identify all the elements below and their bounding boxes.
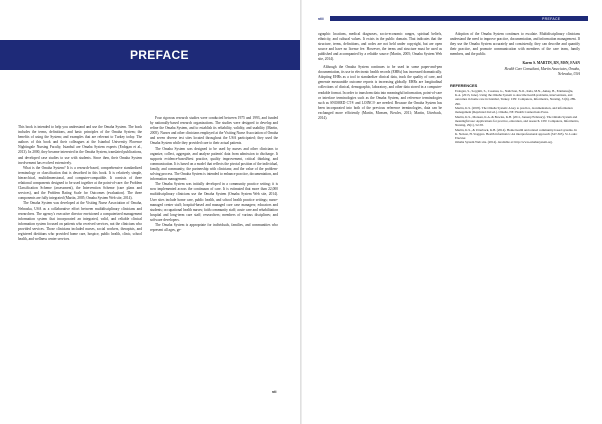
reference-item: Omaha System Web site. (2014). Available at: http://www.omahasystem.org. xyxy=(455,140,553,145)
references-heading: REFERENCES xyxy=(450,82,478,88)
right-column-2 xyxy=(450,32,580,145)
paragraph: Although the Omaha System continues to be used in some paper-and-pen documentation, its use in electronic health records (EHRs) has increased dramatically. Adopting EHRs as a tool to standardize clinical data, track the quality of care, and generate measurable outcome reports is increasing globally. EHRs are longitudinal collections of clinical, demographic, laboratory, and other data stored in a computer-readable format. In order to transform data into meaningful information, point-of-care or interface terminologies such as the Omaha System, and reference terminologies such as SNOMED CT® and LOINC® are needed. Because the Omaha System has been incorporated into both of the previous reference terminologies, data can be exchanged more efficiently (Martin, Monsen, Bowles, 2011; Martin, Utterback, 2014). xyxy=(318,65,442,120)
paragraph: The Omaha System was designed to be used by nurses and other clinicians to organize, collect, aggregate, and analyze patients' data from admission to discharge. It supports evidence-based/best practice, quality improvement, critical thinking, and communication. It is based on a model that reflects the pivotal position of the individual, family, and community; the partnership with clinicians; and the value of the problem-solving process. The Omaha System is intended to enhance practice, documentation, and information management. xyxy=(150,146,278,182)
page-number: vii xyxy=(272,389,277,394)
paragraph: Four rigorous research studies were conducted between 1975 and 1993, and funded by nationally-based research organizations. The studies were designed to develop and refine the Omaha System, and to establish its reliability, validity, and usability (Martin, 2005). Nurses and other clinicians employed at the Visiting Nurse Association of Omaha and seven diverse test sites located throughout the USA participated; they used the Omaha System while they provided care to their actual patients. xyxy=(150,116,278,146)
left-page xyxy=(0,0,300,424)
paragraph: ographic locations, medical diagnoses, socio-economic ranges, spiritual beliefs, ethnicity, and cultural values. It exists in the public domain. That indicates that the structure, terms, definitions, and codes are not held under copyright, but are open source and have no license fee. However, the terms and structure must be used as published and accompanied by a reliable source (Martin, 2005; Omaha System Web site, 2014). xyxy=(318,32,442,62)
preface-banner xyxy=(0,40,300,70)
reference-item: Martin, K.S. (2005). The Omaha System: A key to practice, documentation, and information management (Reprinted 2nd ed.). Omaha, NE: Health Connections Press. xyxy=(455,106,573,115)
signature-location: Nebraska, USA xyxy=(557,71,580,76)
reference-item: Erdogan, S., Seçginli, S., Cosansu, G., Nahcivan, N.O., Kula, M.N., Akkaş, B., Erkmenoğlu, K.A. (2013, June). Using the Omaha System to describe health problems, interventions, and outcomes in home care in Istanbul, Turkey. CIN: Computers, Informatics, Nursing, 31(6), 289-296. xyxy=(455,88,577,106)
running-head-page-number: viii xyxy=(318,16,324,21)
right-column-1 xyxy=(318,32,442,121)
paragraph: The Omaha System is appropriate for individuals, families, and communities who represent all ages, ge- xyxy=(150,222,278,233)
signature-title: Health Care Consultant, Martin Associates, Omaha, xyxy=(504,66,580,71)
reference-item: Martin, K.S., Monsen, K.A. & Bowles, K.H. (2011, January/February). The Omaha System and meaningful use: Applications for practice, education, and research. CIN: Computers, Informatics, Nursing, 29(1), 52-58. xyxy=(455,114,580,128)
page-title: PREFACE xyxy=(130,48,189,62)
signature-name: Karen S. MARTIN, RN, MSN, FAAN xyxy=(522,61,580,66)
right-page xyxy=(302,0,602,424)
paragraph: This book is intended to help you understand and use the Omaha System. The book includes the terms, definitions, and basic principles of the Omaha System; the benefits of using the System; and examples that are relevant to Turkey today. The authors of this book and their colleagues at the Istanbul University Florence Nightingale Nursing Faculty, Istanbul are Omaha System experts (Erdogan et al., 2013). In 2000, they became interested in the Omaha System, translated publications, and developed case studies to use with students. Since then, their Omaha System involvement has evolved extensively. xyxy=(18,125,142,165)
paragraph: What is the Omaha System? It is a research-based, comprehensive standardized terminology or classification that is described in this book. It is relatively simple, hierarchical, multidimensional, and computer-compatible. It consists of three relational components designed to be used together at the point-of-care: the Problem Classification Scheme (assessment), the Intervention Scheme (care plans and services), and the Problem Rating Scale for Outcomes (evaluation). The three components are fully integrated (Martin, 2005; Omaha System Web site, 2014). xyxy=(18,165,142,201)
left-column-2 xyxy=(150,116,278,233)
running-head xyxy=(302,13,602,21)
paragraph: The Omaha System was developed at the Visiting Nurse Association of Omaha, Nebraska, USA as a collaborative effort between multidisciplinary clinicians and researchers. The agency's executive director envisioned a computerized management information system that incorporated an integrated, valid, and reliable clinical information system focused on patients who received services, not the clinicians who provided services. Those clinicians included nurses, social workers, therapists, and registered dietitians who provided home care, hospice, public health, clinic, school health, and wellness center services. xyxy=(18,201,142,242)
paragraph: Adoption of the Omaha System continues to escalate. Multidisciplinary clinicians understand the need to improve practice, documentation, and information management. If they use the Omaha System accurately and consistently, they can describe and quantify their practice, and promote communication with members of the care team, family members, and the public. xyxy=(450,32,580,57)
signature xyxy=(450,61,580,76)
paragraph: The Omaha System was initially developed in a community practice setting; it is now implemented across the continuum of care. It is estimated that more than 22,000 multidisciplinary clinicians use the Omaha System (Omaha System Web site, 2014). User sites include home care, public health, and school health practice settings; nurse-managed center staff; hospital-based and managed care case managers; educators and students; occupational health nurses; faith community staff; acute care and rehabilitation hospital and long-term care staff; researchers; members of various disciplines; and software developers. xyxy=(150,182,278,222)
running-head-label: PREFACE xyxy=(542,16,561,21)
left-column-1 xyxy=(18,125,142,242)
reference-item: Martin, K.S., & Utterback, K.B. (2014). Home health and related community-based systems. In K. Nelson, H. Staggers. Health informatics: An interprofessional approach (347-365). St. Louis: Elsevier. xyxy=(455,127,578,141)
